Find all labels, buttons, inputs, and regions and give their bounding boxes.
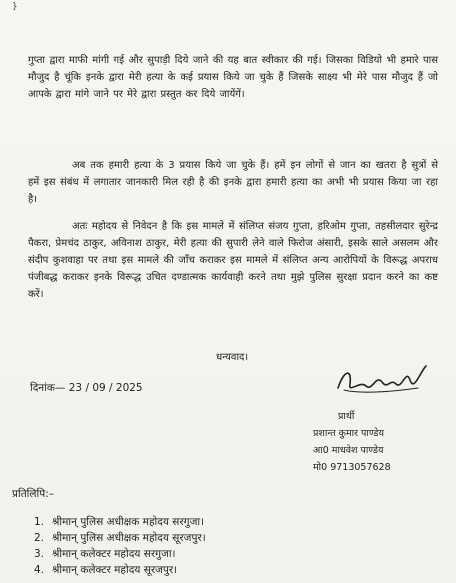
petitioner-label: प्रार्थी bbox=[338, 411, 355, 422]
copy-heading: प्रतिलिपि:– bbox=[12, 488, 54, 500]
paragraph-3: अतः महोदय से निवेदन है कि इस मामले में संलिप्त संजय गुप्ता, हरिओम गुप्ता, तहसीलदार सुरेन्द्र पैकरा, प्रेमचंद ठाकुर, अविनाश ठाकुर, मेरी हत्या की सुपारी लेने वाले फिरोज अंसारी, इसके साले असलम और संदीप कुशवाहा पर तथा इस मामले की जाँच कराकर इस मामले में संलिप्त अन्य आरोपियों के विरूद्ध अपराध पंजीबद्ध कराकर इनके विरूद्ध उचित दण्डात्मक कार्यवाही करने तथा मुझे पुलिस सुरक्षा प्रदान करने का कष्ट करें। bbox=[28, 221, 438, 300]
mobile-number: मो0 9713057628 bbox=[313, 462, 391, 473]
signature-block bbox=[313, 408, 391, 476]
paragraph-2: अब तक हमारी हत्या के 3 प्रयास किये जा चुके हैं। हमें इन लोगों से जान का खतरा है सुत्रों से हमें इस संबंध में लगातार जानकारी मिल रही है की इनके द्वारा हमारी हत्या का अभी भी प्रयास किया जा रहा है। bbox=[28, 160, 438, 205]
handwritten-signature bbox=[330, 360, 430, 398]
petitioner-name: प्रशान्त कुमार पाण्डेय bbox=[313, 428, 384, 439]
father-name: आ0 माधवेश पाण्डेय bbox=[313, 445, 384, 456]
edge-mark: } bbox=[12, 2, 18, 12]
date-line: दिनांक— 23 / 09 / 2025 bbox=[30, 382, 143, 394]
copy-list bbox=[34, 514, 206, 578]
closing-thanks: धन्यवाद। bbox=[216, 352, 249, 363]
list-item: 1. श्रीमान् पुलिस अधीक्षक महोदय सरगुजा। bbox=[34, 516, 205, 528]
list-item: 2. श्रीमान् पुलिस अधीक्षक महोदय सूरजपुर। bbox=[34, 532, 206, 544]
list-item: 4. श्रीमान् कलेक्टर महोदय सूरजपुर। bbox=[34, 564, 178, 576]
list-item: 3. श्रीमान् कलेक्टर महोदय सरगुजा। bbox=[34, 548, 176, 560]
paragraph-1: गुप्ता द्वारा माफी मांगी गई और सुपाड़ी दिये जाने की यह बात स्वीकार की गई। जिसका विडियो भी हमारे पास मौजुद है चूंकि इनके द्वारा मेरी हत्या के कई प्रयास किये जा चुके हैं जिसके साक्ष्य भी मेरे पास मौजुद हैं जो आपके द्वारा मांगे जाने पर मेरे द्वारा प्रस्तुत कर दिये जायेंगें। bbox=[28, 55, 438, 100]
